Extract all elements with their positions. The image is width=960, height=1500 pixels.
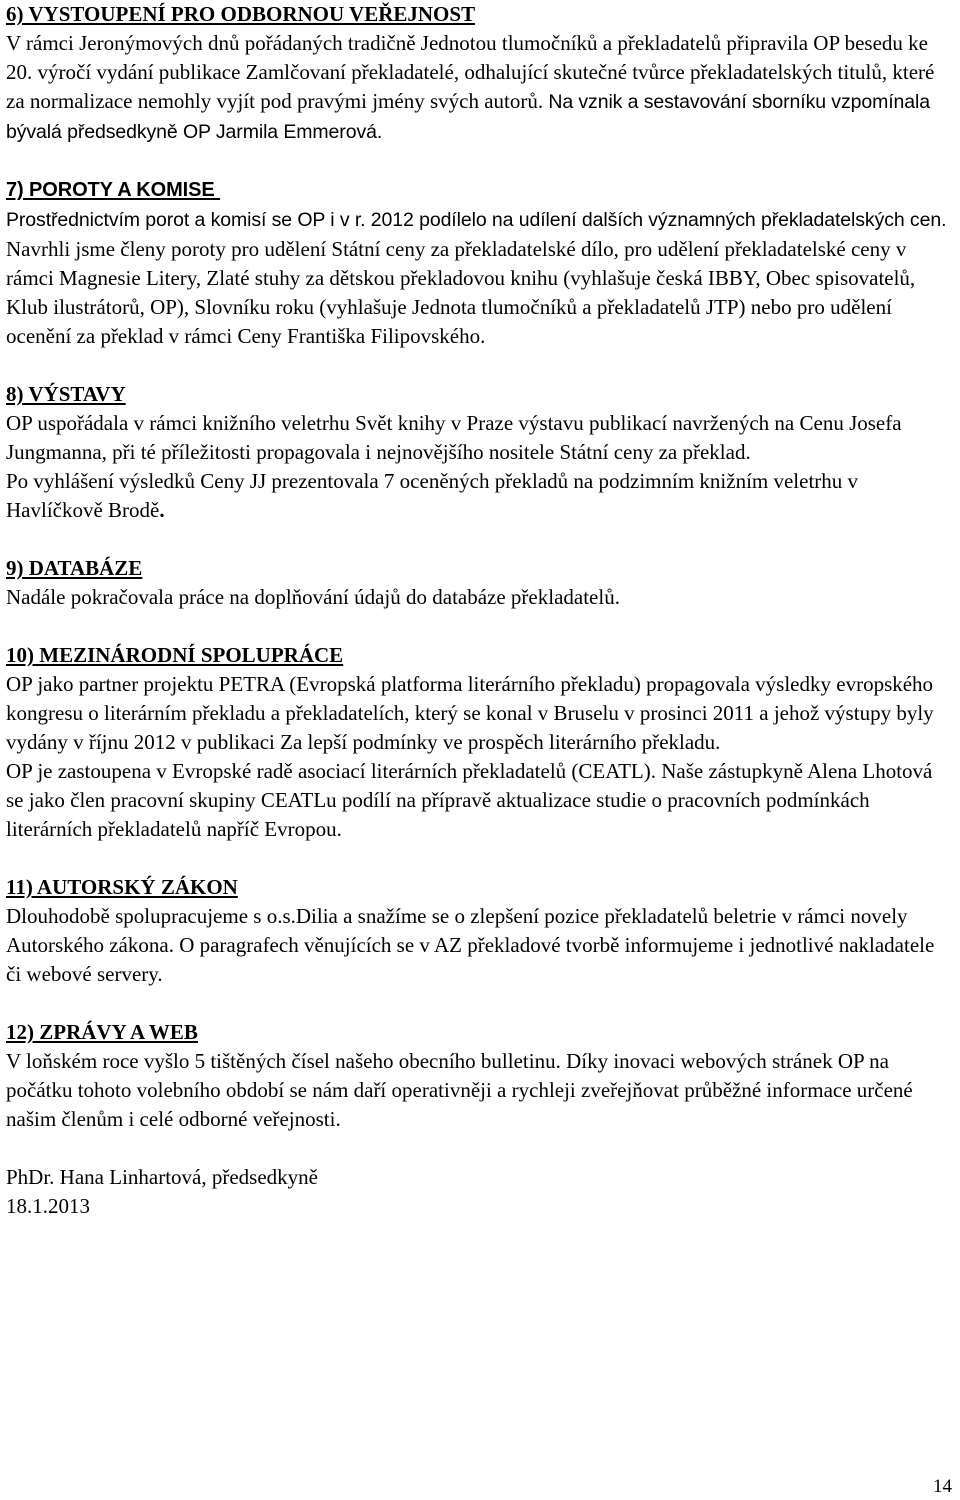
section-9 [6, 554, 954, 612]
paragraph-text: Po vyhlášení výsledků Ceny JJ prezentovala 7 oceněných překladů na podzimním knižním veletrhu v Havlíčkově Brodě [6, 469, 859, 522]
spacer [6, 525, 954, 554]
spacer [6, 351, 954, 380]
page-number: 14 [933, 1476, 952, 1497]
section-heading: 12) ZPRÁVY A WEB [6, 1020, 198, 1044]
section-paragraph: OP jako partner projektu PETRA (Evropská platforma literárního překladu) propagovala výsledky evropského kongresu o literárním překladu a překladatelích, který se konal v Bruselu v prosinci 2011 a jehož výstupy byly vydány v říjnu 2012 v publikaci Za lepší podmínky ve prospěch literárního překladu. [6, 672, 934, 754]
spacer [6, 844, 954, 873]
section-paragraph: Dlouhodobě spolupracujeme s o.s.Dilia a snažíme se o zlepšení pozice překladatelů beletrie v rámci novely Autorského zákona. O paragrafech věnujících se v AZ překladové tvorbě informujeme i jednotlivé nakladatele či webové servery. [6, 904, 935, 986]
paragraph-text: V rámci Jeronýmových dnů pořádaných tradičně Jednotou tlumočníků a překladatelů připravila OP besedu ke 20. výročí vydání publikace Zamlčovaní překladatelé, odhalující skutečné tvůrce překladatelských titulů, které za normalizace nemohly vyjít pod pravými jmény svých autorů. [6, 31, 935, 113]
signature-date: 18.1.2013 [6, 1194, 90, 1218]
section-heading: 6) VYSTOUPENÍ PRO ODBORNOU VEŘEJNOST [6, 2, 476, 26]
section-6 [6, 0, 954, 147]
paragraph-text-narrow: Prostřednictvím porot a komisí se OP i v r. 2012 podílelo na udílení dalších významných překladatelských cen. [6, 209, 947, 231]
paragraph-tail: . [159, 498, 165, 522]
section-heading: 8) VÝSTAVY [6, 382, 126, 406]
signature-name: PhDr. Hana Linhartová, předsedkyně [6, 1165, 318, 1189]
section-12 [6, 1018, 954, 1134]
section-paragraph: V loňském roce vyšlo 5 tištěných čísel našeho obecního bulletinu. Díky inovaci webových stránek OP na počátku tohoto volebního období se nám daří operativněji a rychleji zveřejňovat průběžné informace určené našim členům i celé odborné veřejnosti. [6, 1049, 913, 1131]
section-heading: 7) POROTY A KOMISE [6, 179, 221, 201]
paragraph-text-narrow: Na vznik a sestavování sborníku vzpomínala bývalá předsedkyně OP Jarmila Emmerová. [6, 91, 931, 143]
section-heading: 10) MEZINÁRODNÍ SPOLUPRÁCE [6, 643, 344, 667]
section-8 [6, 380, 954, 525]
section-7 [6, 176, 954, 351]
section-11 [6, 873, 954, 989]
paragraph-text: Navrhli jsme členy poroty pro udělení Státní ceny za překladatelské dílo, pro udělení překladatelské ceny v rámci Magnesie Litery, Zlaté stuhy za dětskou překladovou knihu (vyhlašuje česká IBBY, Obec spisovatelů, Klub ilustrátorů, OP), Slovníku roku (vyhlašuje Jednota tlumočníků a překladatelů JTP) nebo pro udělení ocenění za překlad v rámci Ceny Františka Filipovského. [6, 237, 916, 348]
spacer [6, 1134, 954, 1163]
section-paragraph [6, 29, 954, 147]
section-paragraph: OP uspořádala v rámci knižního veletrhu Svět knihy v Praze výstavu publikací navržených na Cenu Josefa Jungmanna, při té příležitosti propagovala i nejnovějšího nositele Státní ceny za překlad. [6, 411, 902, 464]
spacer [6, 612, 954, 641]
section-heading: 11) AUTORSKÝ ZÁKON [6, 875, 238, 899]
section-paragraph: Nadále pokračovala práce na doplňování údajů do databáze překladatelů. [6, 585, 620, 609]
signature-block [6, 1163, 954, 1221]
section-heading: 9) DATABÁZE [6, 556, 143, 580]
section-paragraph [6, 467, 954, 525]
section-paragraph: OP je zastoupena v Evropské radě asociací literárních překladatelů (CEATL). Naše zástupkyně Alena Lhotová se jako člen pracovní skupiny CEATLu podílí na přípravě aktualizace studie o pracovních podmínkách literárních překladatelů napříč Evropou. [6, 759, 933, 841]
section-10 [6, 641, 954, 844]
spacer [6, 147, 954, 176]
section-paragraph [6, 205, 954, 351]
document-page [6, 0, 954, 1221]
spacer [6, 989, 954, 1018]
